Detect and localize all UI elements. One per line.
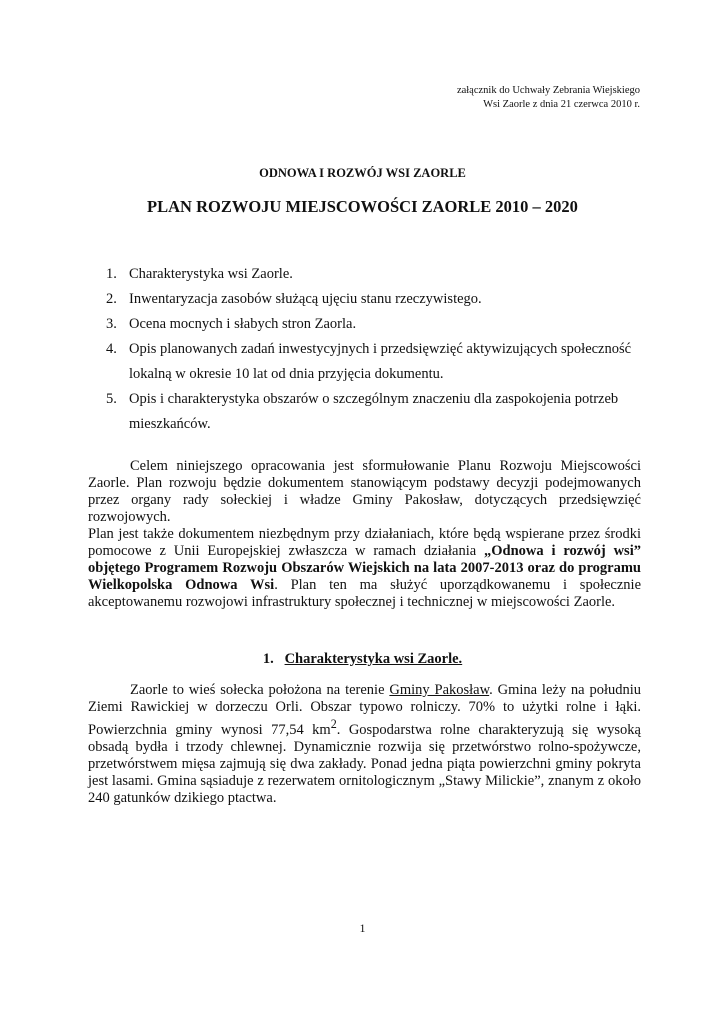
attachment-note-line2: Wsi Zaorle z dnia 21 czerwca 2010 r.: [483, 99, 640, 110]
section-text-3: . Gospodarstwa rolne charakteryzują się wysoką obsadą bydła i trzody chlewnej. Dynamicznie rozwija się przetwórstwo rolno-spożywcze, przetwórstwem mięsa zajmują się dwa zakłady. Ponad jedna piąta powierzchni gminy pokryta jest lasami. Gmina sąsiaduje z rezerwatem ornitologicznym „Stawy Milickie”, znanym z około 240 gatunków dzikiego ptactwa.: [88, 721, 641, 806]
toc-item: [106, 337, 646, 387]
program-name-bold: „Odnowa i rozwój wsi” objętego Programem Rozwoju Obszarów Wiejskich na lata 2007-2013 oraz do programu Wielkopolska Odnowa Wsi: [88, 543, 641, 593]
toc-item-number: 4.: [106, 341, 117, 357]
introduction: [88, 458, 641, 611]
toc-item-number: 3.: [106, 316, 117, 332]
superscript-2: 2: [330, 717, 337, 731]
toc-item: [106, 262, 646, 287]
toc-item-number: 5.: [106, 391, 117, 407]
toc-item: [106, 312, 646, 337]
table-of-contents: [106, 262, 646, 437]
gmina-link[interactable]: Gminy Pakosław: [389, 682, 490, 698]
toc-item: [106, 287, 646, 312]
document-subtitle: ODNOWA I ROZWÓJ WSI ZAORLE: [259, 166, 466, 180]
section-title: Charakterystyka wsi Zaorle.: [284, 651, 463, 667]
section-text-2: . Gmina leży na południu Ziemi Rawickiej w dorzeczu Orli. Obszar typowo rolniczy. 70% to użytki rolne i łąki. Powierzchnia gminy wynosi 77,54 km: [88, 682, 642, 738]
intro-p2-text: Plan jest także dokumentem niezbędnym przy działaniach, które będą wspierane przez środki pomocowe z Unii Europejskiej zwłaszcza w ramach działania: [88, 526, 641, 559]
toc-item-text: Opis i charakterystyka obszarów o szczególnym znaczeniu dla zaspokojenia potrzeb: [129, 391, 619, 407]
section-heading: [0, 651, 725, 668]
intro-p2-text-end: . Plan ten ma służyć uporządkowanemu i społecznie akceptowanemu rozwojowi infrastruktury społecznej i technicznej w miejscowości Zaorle.: [88, 577, 642, 610]
attachment-note-line1: załącznik do Uchwały Zebrania Wiejskiego: [456, 85, 640, 96]
toc-item-text: Inwentaryzacja zasobów służącą ujęciu stanu rzeczywistego.: [129, 291, 482, 307]
section-paragraph: [88, 682, 641, 807]
toc-item-text: Opis planowanych zadań inwestycyjnych i przedsięwzięć aktywizujących społeczność: [129, 341, 632, 357]
toc-item-number: 1.: [106, 266, 117, 282]
page-number: 1: [359, 921, 366, 935]
toc-item-text: Charakterystyka wsi Zaorle.: [129, 266, 293, 282]
toc-item-continuation: lokalną w okresie 10 lat od dnia przyjęcia dokumentu.: [129, 366, 444, 382]
toc-item: [106, 387, 646, 437]
section-body: [88, 682, 641, 807]
toc-item-number: 2.: [106, 291, 117, 307]
section-number: 1.: [262, 651, 274, 667]
toc-item-text: Ocena mocnych i słabych stron Zaorla.: [129, 316, 357, 332]
toc-item-continuation: mieszkańców.: [129, 416, 211, 432]
section-text: Zaorle to wieś sołecka położona na terenie: [130, 682, 390, 698]
intro-paragraph-2: [88, 526, 641, 611]
intro-paragraph-1: Celem niniejszego opracowania jest sformułowanie Planu Rozwoju Miejscowości Zaorle. Plan rozwoju będzie dokumentem stanowiącym podstawy decyzji podejmowanych przez organy rady sołeckiej i władze Gminy Pakosław, dotyczących przedsięwzięć rozwojowych.: [88, 458, 641, 525]
attachment-note: [457, 84, 640, 112]
document-title: PLAN ROZWOJU MIEJSCOWOŚCI ZAORLE 2010 – 2020: [147, 197, 578, 216]
